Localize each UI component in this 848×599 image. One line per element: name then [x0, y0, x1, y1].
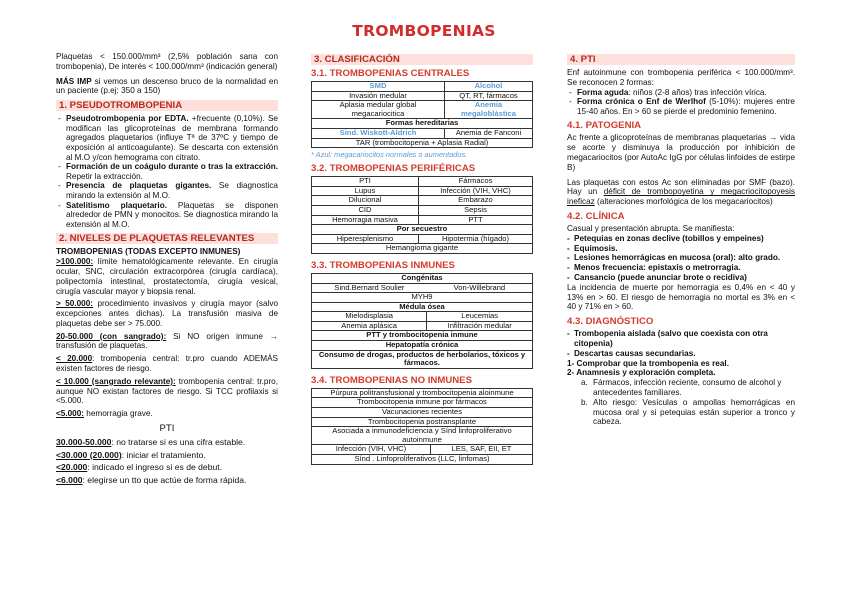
list-item: - Pseudotrombopenia por EDTA. +frecuente (0,10%). Se modifican las glicoproteínas de membrana formando agregados plaquetarios (influye Tª de 37ºC y tiempo de exposición al anticoagulante). Se descarta con extensión al M.O y/con hemograma con citrato.	[66, 114, 278, 162]
table-cell: SMD	[312, 82, 445, 92]
table-cell: Hemangioma gigante	[312, 244, 533, 254]
table-row	[312, 186, 533, 196]
column-left	[56, 52, 278, 486]
subsection-clinica: 4.2. CLÍNICA	[567, 210, 625, 222]
table-cell: Invasión medular	[312, 91, 445, 101]
table-row	[312, 312, 533, 322]
table-cell: Von-Willebrand	[427, 283, 533, 293]
table-row	[312, 177, 533, 187]
table-row	[312, 225, 533, 235]
table-cell: Alcohol	[444, 82, 532, 92]
table-cell: Trombocitopenia inmune por fármacos	[312, 398, 533, 408]
table-row	[312, 128, 533, 138]
table-row	[312, 138, 533, 148]
table-cell: Anemia megaloblástica	[444, 101, 532, 119]
table-inmunes	[311, 273, 533, 369]
table-row	[312, 101, 533, 119]
table-cell: Trombocitopenia postransplante	[312, 417, 533, 427]
table-cell: Infiltración medular	[427, 321, 533, 331]
nivel-item: >100.000: límite hematológicamente relevante. En cirugía ocular, SNC, circulación extracorpórea (cirugía cardíaca), polipectomía intestinal, prostatectomía, cirugía vesical, cirugía vascular mayor y biopsia renal.	[56, 257, 278, 296]
list-item: - Satelitismo plaquetario. Plaquetas se disponen alrededor de PMN y monocitos. Se diagnostica mirando la extensión al M.O.	[66, 201, 278, 230]
subsection-perifericas: 3.2. TROMBOPENIAS PERIFÉRICAS	[311, 163, 476, 175]
table-cell: Asociada a inmunodeficiencia y Sínd linfoproliferativo autoinmune	[312, 427, 533, 445]
table-row	[312, 408, 533, 418]
pti-item: 30.000-50.000: no tratarse si es una cifra estable.	[56, 437, 246, 448]
table-cell: MYH9	[312, 293, 533, 303]
patogenia-text: Ac frente a glicoproteínas de membranas plaquetarias → vida se acorte y disminuya la producción por inhibición de megacariocitos (por AutoAc IgG por células linfoides de estirpe B)	[567, 133, 796, 172]
table-cell: Por secuestro	[312, 225, 533, 235]
table-cell: Sepsis	[418, 205, 532, 215]
table-cell: Púrpura politransfusional y trombocitopenia aloinmune	[312, 388, 533, 398]
table-cell: Aplasia medular global megacariocitica	[312, 101, 445, 119]
table-note: * Azul: megacariocitos normales o aumentados.	[311, 150, 468, 160]
table-row	[312, 455, 533, 465]
section-clasificacion: 3. CLASIFICACIÓN	[311, 54, 533, 65]
section-niveles: 2. NIVELES DE PLAQUETAS RELEVANTES	[56, 233, 278, 244]
table-cell: Infección (VIH, VHC)	[418, 186, 532, 196]
table-cell: Dilucional	[312, 196, 419, 206]
table-cell: Anemia aplásica	[312, 321, 427, 331]
nivel-item: < 20.000: trombopenia central: tr.pro cuando ADEMÁS existen factores de riesgo.	[56, 354, 278, 374]
subsection-no-inmunes: 3.4. TROMBOPENIAS NO INMUNES	[311, 374, 472, 386]
pti-forms	[567, 88, 795, 117]
table-cell: Sínd . Linfoproliferativos (LLC, linfomas)	[312, 455, 533, 465]
table-cell: Congénitas	[312, 273, 533, 283]
diag-subitem: a. Fármacos, infección reciente, consumo de alcohol y antecedentes familiares.	[581, 378, 782, 397]
nivel-item: > 50.000: procedimiento invasivos y cirugía mayor (salvo excepciones antes dichas). La transfusión masiva de plaquetas debe ser > 75.000.	[56, 299, 278, 328]
table-cell: TAR (trombocitopenia + Aplasia Radial)	[312, 138, 533, 148]
section-pseudotrombopenia: 1. PSEUDOTROMBOPENIA	[56, 100, 278, 111]
diag-item: - Descartas causas secundarias.	[567, 349, 795, 359]
list-item: - Forma aguda: niños (2-8 años) tras infección vírica.	[577, 88, 795, 98]
table-row	[312, 244, 533, 254]
table-perifericas	[311, 176, 533, 254]
table-cell: Hipotermia (hígado)	[418, 234, 532, 244]
column-right	[567, 52, 795, 427]
diag-subitem: b. Alto riesgo: Vesículas o ampollas hemorrágicas en mucosa oral y si petequias están superior a tronco y cabeza.	[581, 397, 795, 427]
table-cell: Formas hereditarias	[312, 119, 533, 129]
table-cell: QT, RT, fármacos	[444, 91, 532, 101]
subsection-inmunes: 3.3. TROMBOPENIAS INMUNES	[311, 259, 455, 271]
table-row	[312, 293, 533, 303]
page-title: TROMBOPENIAS	[352, 22, 496, 40]
table-cell: Hiperesplenismo	[312, 234, 419, 244]
subsection-centrales: 3.1. TROMBOPENIAS CENTRALES	[311, 68, 470, 79]
diag-step: 1- Comprobar que la trombopenia es real.	[567, 358, 729, 368]
clinica-end: La incidencia de muerte por hemorragia es 0,4% en < 40 y 13% en > 60. El riesgo de hemorragia no mortal es 3% en < 40 y 71% en > 60.	[567, 282, 795, 312]
subsection-patogenia: 4.1. PATOGENIA	[567, 120, 642, 132]
table-cell: Médula ósea	[312, 302, 533, 312]
table-cell: Mielodisplasia	[312, 312, 427, 322]
list-item: - Forma crónica o Enf de Werlhof (5-10%): mujeres entre 15-40 años. En > 60 se pierde el predominio femenino.	[577, 97, 795, 116]
clinica-intro: Casual y presentación abrupta. Se manifiesta:	[567, 223, 735, 233]
table-cell: CID	[312, 205, 419, 215]
niveles-heading: TROMBOPENIAS (TODAS EXCEPTO INMUNES)	[56, 247, 241, 257]
table-cell: Embarazo	[418, 196, 532, 206]
table-cell: Lupus	[312, 186, 419, 196]
table-cell: PTI	[312, 177, 419, 187]
list-item: - Presencia de plaquetas gigantes. Se diagnostica mirando la extensión al M.O.	[66, 181, 278, 200]
clinica-item: - Lesiones hemorrágicas en mucosa (oral): alto grado.	[567, 253, 795, 263]
patogenia-text-2: Las plaquetas con estos Ac son eliminadas por SMF (bazo). Hay un déficit de trombopoyetina y megacriocitopoyesis ineficaz (alteraciones morfológica de los megacariocitos)	[567, 177, 795, 207]
nivel-item: 20-50.000 (con sangrado): Si NO origen inmune → transfusión de plaquetas.	[56, 331, 278, 351]
table-cell: Hemorragia masiva	[312, 215, 419, 225]
pti-item: <30.000 (20.000): iniciar el tratamiento.	[56, 449, 206, 460]
pti-item: <6.000: elegirse un tto que actúe de forma rápida.	[56, 474, 247, 485]
table-no-inmunes	[311, 388, 533, 465]
table-cell: Sind.Bernard Soulier	[312, 283, 427, 293]
list-item: - Formación de un coágulo durante o tras la extracción. Repetir la extracción.	[66, 162, 278, 181]
table-row	[312, 427, 533, 445]
table-cell: Leucemias	[427, 312, 533, 322]
intro-text: Plaquetas < 150.000/mm³ (2,5% población sana con trombopenia), De interés < 100.000/mm³ (indicación general)	[56, 52, 278, 71]
table-cell: Fármacos	[418, 177, 532, 187]
clinica-item: - Cansancio (puede anunciar brote o recidiva)	[567, 273, 795, 283]
pti-intro: Enf autoinmune con trombopenia periférica < 100.000/mm³. Se reconocen 2 formas:	[567, 68, 795, 87]
intro-note: MÁS IMP si vemos un descenso bruco de la normalidad en un paciente (p.ej: 350 a 150)	[56, 76, 278, 96]
section-pti: 4. PTI	[567, 54, 795, 65]
pti-title: PTI	[159, 423, 175, 435]
column-middle	[311, 52, 533, 467]
table-cell: PTT y trombocitopenia inmune	[312, 331, 533, 341]
pseudo-list	[56, 114, 278, 229]
table-cell: LES, SAF, EII, ET	[430, 445, 532, 455]
table-cell: Sind. Wiskott-Aldrich	[312, 128, 445, 138]
table-cell: Vacunaciones recientes	[312, 408, 533, 418]
table-row	[312, 341, 533, 351]
table-cell: Hepatopatía crónica	[312, 341, 533, 351]
clinica-item: - Equimosis.	[567, 244, 795, 254]
table-cell: PTT	[418, 215, 532, 225]
pti-item: <20.000: indicado el ingreso si es de debut.	[56, 462, 223, 473]
table-cell: Anemia de Fanconi	[444, 128, 532, 138]
nivel-item: <5.000: hemorragia grave.	[56, 409, 153, 419]
clinica-item: - Menos frecuencia: epistaxis o metrorragia.	[567, 263, 795, 273]
table-row	[312, 196, 533, 206]
table-row	[312, 350, 533, 368]
diag-item: - Trombopenia aislada (salvo que coexista con otra citopenia)	[567, 329, 795, 349]
nivel-item: < 10.000 (sangrado relevante): trombopenia central: tr.pro, aunque NO existan factores de riesgo. Si TCC profilaxis si <5.000.	[56, 376, 279, 406]
table-row	[312, 82, 533, 92]
subsection-diagnostico: 4.3. DIAGNÓSTICO	[567, 316, 654, 328]
table-cell: Consumo de drogas, productos de herbolarios, tóxicos y fármacos.	[312, 350, 533, 368]
diag-step: 2- Anamnesis y exploración completa.	[567, 368, 716, 378]
table-centrales	[311, 81, 533, 148]
table-row	[312, 205, 533, 215]
table-cell: Infección (VIH, VHC)	[312, 445, 431, 455]
table-row	[312, 273, 533, 283]
clinica-item: - Petequias en zonas declive (tobillos y empeines)	[567, 234, 795, 244]
